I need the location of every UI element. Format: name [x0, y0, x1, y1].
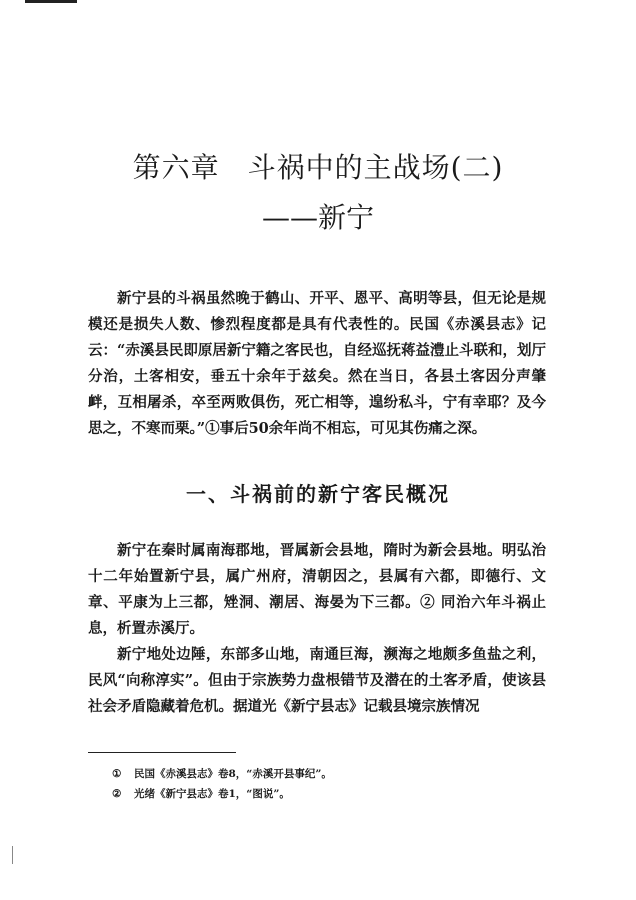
section-heading: 一、斗祸前的新宁客民概况	[186, 482, 450, 506]
chapter-number: 第六章	[132, 151, 220, 184]
footnote-mark: ①	[112, 768, 122, 780]
scan-margin-mark	[12, 846, 13, 864]
footnote-mark: ②	[112, 788, 122, 800]
scan-edge-mark	[25, 0, 77, 3]
section-paragraph-2: 新宁地处边陲，东部多山地，南通巨海，濒海之地颇多鱼盐之利，民风“向称淳实”。但由于宗族势力盘根错节及潜在的土客矛盾，使该县社会矛盾隐藏着危机。据道光《新宁县志》记载县境宗族情况	[88, 646, 546, 715]
footnote-2	[112, 786, 290, 801]
section-paragraph-1: 新宁在秦时属南海郡地，晋属新会县地，隋时为新会县地。明弘治十二年始置新宁县，属广州府，清朝因之，县属有六都，即德行、文章、平康为上三都，矬洞、潮居、海晏为下三都。② 同治六年斗祸止息，析置赤溪厅。	[88, 542, 546, 637]
chapter-title	[0, 150, 636, 186]
chapter-title-text: 斗祸中的主战场(二)	[247, 151, 504, 184]
footnote-text: 光绪《新宁县志》卷1，“图说”。	[134, 788, 290, 800]
footnote-text: 民国《赤溪县志》卷8，“赤溪开县事纪”。	[134, 768, 332, 780]
chapter-subtitle: ——新宁	[261, 201, 374, 234]
intro-paragraph: 新宁县的斗祸虽然晚于鹤山、开平、恩平、高明等县，但无论是规模还是损失人数、惨烈程度都是具有代表性的。民国《赤溪县志》记云：“赤溪县民即原居新宁籍之客民也，自经巡抚蒋益澧止斗联和，划厅分治，土客相安，垂五十余年于兹矣。然在当日，各县土客因分声肇衅，互相屠杀，卒至两败俱伤，死亡相等，遑纷私斗，宁有幸耶？及今思之，不寒而栗。”①事后50余年尚不相忘，可见其伤痛之深。	[88, 290, 546, 437]
footnote-1	[112, 766, 332, 781]
footnote-divider	[88, 752, 236, 753]
